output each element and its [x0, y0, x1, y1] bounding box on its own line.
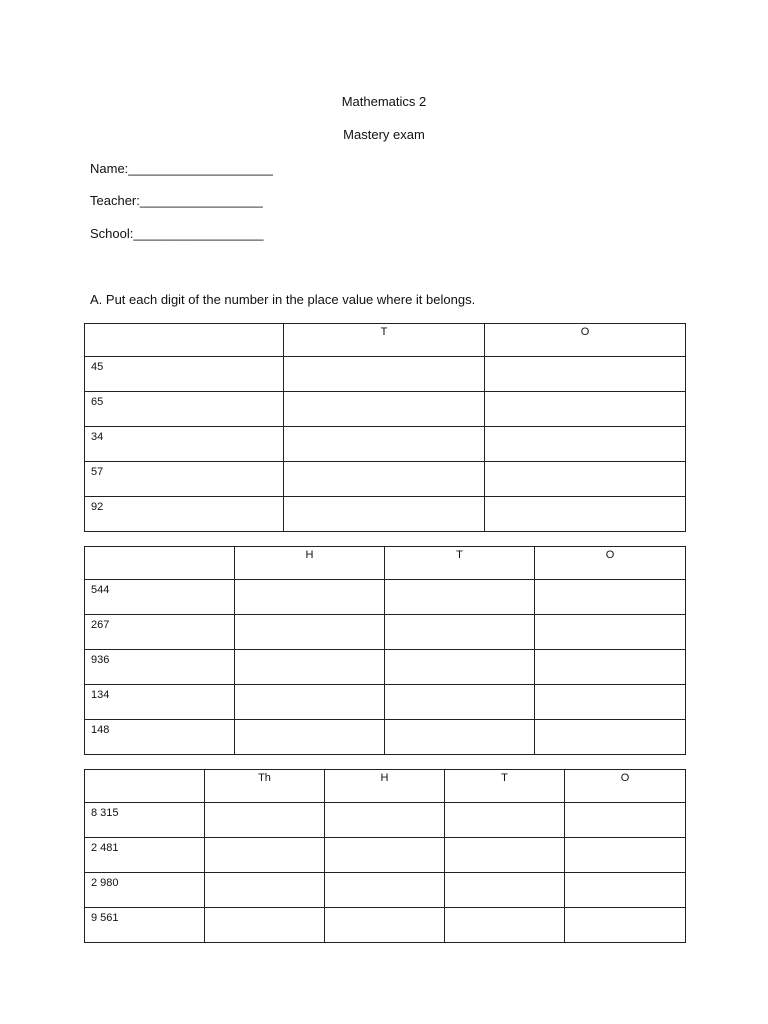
tens-answer-cell[interactable] — [385, 615, 535, 650]
number-cell: 92 — [85, 497, 284, 532]
number-cell: 57 — [85, 462, 284, 497]
header-cell-tens: T — [385, 547, 535, 580]
number-cell: 34 — [85, 427, 284, 462]
place-value-table-thousands — [84, 769, 686, 943]
tens-answer-cell[interactable] — [284, 357, 485, 392]
table-row — [85, 838, 686, 873]
hundreds-answer-cell[interactable] — [325, 873, 445, 908]
tens-answer-cell[interactable] — [284, 462, 485, 497]
ones-answer-cell[interactable] — [565, 803, 686, 838]
table-row — [85, 615, 686, 650]
school-field: School:__________________ — [90, 226, 264, 241]
section-a-instruction: A. Put each digit of the number in the place value where it belongs. — [90, 292, 476, 307]
ones-answer-cell[interactable] — [565, 873, 686, 908]
number-cell: 2 980 — [85, 873, 205, 908]
number-cell: 134 — [85, 685, 235, 720]
table-header-row — [85, 324, 686, 357]
tens-answer-cell[interactable] — [445, 803, 565, 838]
exam-title: Mathematics 2 — [341, 94, 427, 109]
tens-answer-cell[interactable] — [385, 580, 535, 615]
table-row — [85, 685, 686, 720]
header-cell-tens: T — [445, 770, 565, 803]
number-cell: 148 — [85, 720, 235, 755]
ones-answer-cell[interactable] — [485, 462, 686, 497]
header-cell-number — [85, 770, 205, 803]
tens-answer-cell[interactable] — [445, 908, 565, 943]
table-header-row — [85, 547, 686, 580]
tens-answer-cell[interactable] — [284, 392, 485, 427]
teacher-field: Teacher:_________________ — [90, 193, 263, 208]
thousands-answer-cell[interactable] — [205, 908, 325, 943]
number-cell: 9 561 — [85, 908, 205, 943]
ones-answer-cell[interactable] — [485, 497, 686, 532]
header-cell-hundreds: H — [325, 770, 445, 803]
table-row — [85, 357, 686, 392]
tens-answer-cell[interactable] — [385, 685, 535, 720]
hundreds-answer-cell[interactable] — [325, 803, 445, 838]
ones-answer-cell[interactable] — [535, 580, 686, 615]
ones-answer-cell[interactable] — [535, 720, 686, 755]
place-value-table-tens-ones — [84, 323, 686, 532]
thousands-answer-cell[interactable] — [205, 803, 325, 838]
header-cell-hundreds: H — [235, 547, 385, 580]
exam-subtitle: Mastery exam — [343, 127, 425, 142]
number-cell: 8 315 — [85, 803, 205, 838]
header-cell-ones: O — [565, 770, 686, 803]
place-value-table-hundreds — [84, 546, 686, 755]
table-row — [85, 462, 686, 497]
table-row — [85, 873, 686, 908]
table-header-row — [85, 770, 686, 803]
table-row — [85, 650, 686, 685]
header-cell-number — [85, 324, 284, 357]
hundreds-answer-cell[interactable] — [235, 580, 385, 615]
header-cell-number — [85, 547, 235, 580]
ones-answer-cell[interactable] — [485, 357, 686, 392]
ones-answer-cell[interactable] — [485, 392, 686, 427]
table-row — [85, 803, 686, 838]
ones-answer-cell[interactable] — [535, 615, 686, 650]
number-cell: 267 — [85, 615, 235, 650]
name-field: Name:____________________ — [90, 161, 273, 176]
table-row — [85, 720, 686, 755]
number-cell: 936 — [85, 650, 235, 685]
ones-answer-cell[interactable] — [565, 838, 686, 873]
hundreds-answer-cell[interactable] — [325, 838, 445, 873]
header-cell-tens: T — [284, 324, 485, 357]
hundreds-answer-cell[interactable] — [235, 650, 385, 685]
tens-answer-cell[interactable] — [445, 838, 565, 873]
number-cell: 45 — [85, 357, 284, 392]
tens-answer-cell[interactable] — [284, 497, 485, 532]
table-row — [85, 908, 686, 943]
number-cell: 2 481 — [85, 838, 205, 873]
ones-answer-cell[interactable] — [485, 427, 686, 462]
ones-answer-cell[interactable] — [565, 908, 686, 943]
hundreds-answer-cell[interactable] — [325, 908, 445, 943]
thousands-answer-cell[interactable] — [205, 873, 325, 908]
tens-answer-cell[interactable] — [445, 873, 565, 908]
ones-answer-cell[interactable] — [535, 650, 686, 685]
number-cell: 544 — [85, 580, 235, 615]
header-cell-ones: O — [535, 547, 686, 580]
header-cell-ones: O — [485, 324, 686, 357]
hundreds-answer-cell[interactable] — [235, 720, 385, 755]
hundreds-answer-cell[interactable] — [235, 685, 385, 720]
header-cell-thousands: Th — [205, 770, 325, 803]
number-cell: 65 — [85, 392, 284, 427]
thousands-answer-cell[interactable] — [205, 838, 325, 873]
table-row — [85, 427, 686, 462]
table-row — [85, 392, 686, 427]
tens-answer-cell[interactable] — [284, 427, 485, 462]
table-row — [85, 580, 686, 615]
ones-answer-cell[interactable] — [535, 685, 686, 720]
hundreds-answer-cell[interactable] — [235, 615, 385, 650]
table-row — [85, 497, 686, 532]
tens-answer-cell[interactable] — [385, 720, 535, 755]
tens-answer-cell[interactable] — [385, 650, 535, 685]
